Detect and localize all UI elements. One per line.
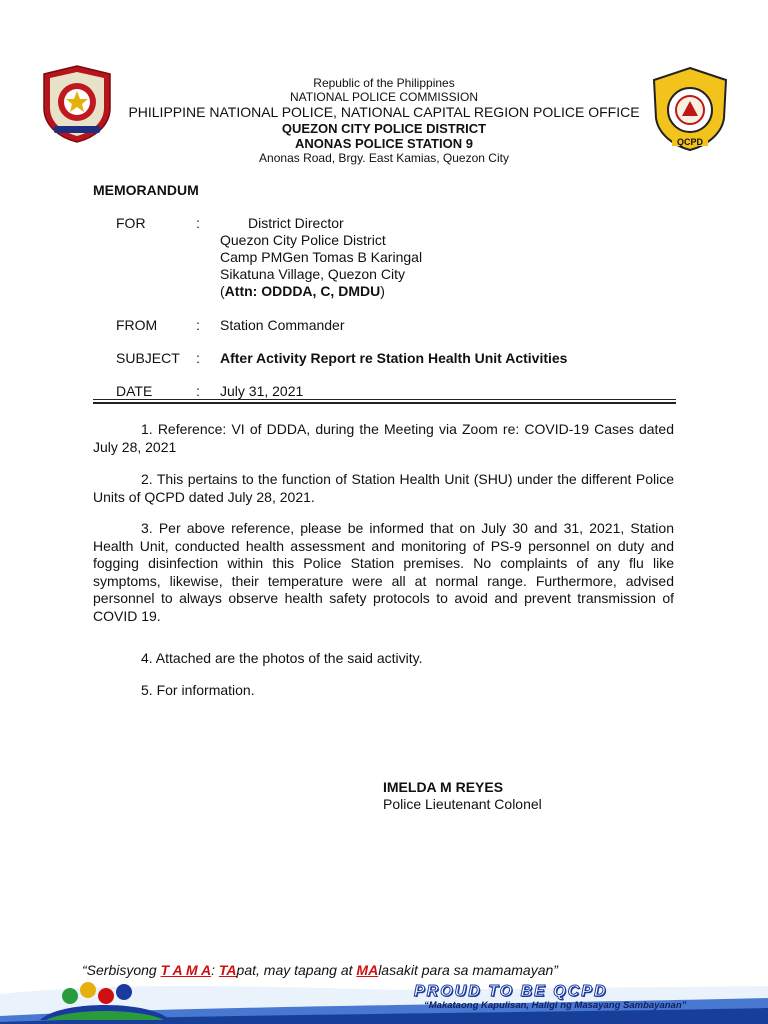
napolcom-line: NATIONAL POLICE COMMISSION <box>289 90 479 104</box>
republic-line: Republic of the Philippines <box>313 76 455 90</box>
for-line-4: Sikatuna Village, Quezon City <box>220 266 405 282</box>
signatory-rank: Police Lieutenant Colonel <box>383 796 542 812</box>
for-line-3: Camp PMGen Tomas B Karingal <box>220 249 423 265</box>
signatory-name: IMELDA M REYES <box>383 779 504 795</box>
for-line-1: District Director <box>248 215 344 231</box>
header-divider-thin <box>93 399 676 400</box>
subject-colon: : <box>196 350 200 366</box>
for-colon: : <box>196 215 200 231</box>
for-label: FOR <box>116 215 146 231</box>
header-divider-thick <box>93 402 676 404</box>
date-colon: : <box>196 383 200 399</box>
from-label: FROM <box>116 317 158 333</box>
subject-value: After Activity Report re Station Health Unit Activities <box>220 350 568 366</box>
paragraph-3: 3. Per above reference, please be informed that on July 30 and 31, 2021, Station Health Unit, conducted health assessment and monitoring of PS-9 personnel on duty and fogging disinfection within this Police Station premises. No complaints of any flu like symptoms, likewise, their temperature were all at normal range. Furthermore, advised personnel to always observe health safety protocols to avoid and prevent transmission of COVID 19. <box>93 520 674 624</box>
date-label: DATE <box>116 383 153 399</box>
from-colon: : <box>196 317 200 333</box>
paragraph-5: 5. For information. <box>141 682 255 698</box>
footer-tagline: “Makataong Kapulisan, Haligi ng Masayang Sambayanan” <box>424 1000 687 1011</box>
svg-text:QCPD: QCPD <box>676 137 704 147</box>
station-line: ANONAS POLICE STATION 9 <box>295 136 473 151</box>
paragraph-2: 2. This pertains to the function of Station Health Unit (SHU) under the different Police Units of QCPD dated July 28, 2021. <box>93 471 674 505</box>
attn-line: (Attn: ODDDA, C, DMDU) <box>220 283 385 299</box>
subject-label: SUBJECT <box>116 350 180 366</box>
paragraph-4: 4. Attached are the photos of the said activity. <box>141 650 423 666</box>
from-value: Station Commander <box>220 317 345 333</box>
for-line-2: Quezon City Police District <box>220 232 386 248</box>
footer-motto: “Serbisyong T A M A: TApat, may tapang at MAlasakit para sa mamamayan” <box>82 962 558 978</box>
footer-slogan: PROUD TO BE QCPD <box>414 983 608 1000</box>
attn-text: Attn: ODDDA, C, DMDU <box>224 283 381 299</box>
memo-title: MEMORANDUM <box>93 182 199 198</box>
paragraph-1: 1. Reference: VI of DDDA, during the Meeting via Zoom re: COVID-19 Cases dated July 28, 2021 <box>93 421 674 455</box>
qcpd-line: QUEZON CITY POLICE DISTRICT <box>281 121 487 136</box>
pnp-ncrpo-line: PHILIPPINE NATIONAL POLICE, NATIONAL CAPITAL REGION POLICE OFFICE <box>128 104 640 120</box>
date-value: July 31, 2021 <box>220 383 304 399</box>
address-line: Anonas Road, Brgy. East Kamias, Quezon City <box>259 151 509 165</box>
